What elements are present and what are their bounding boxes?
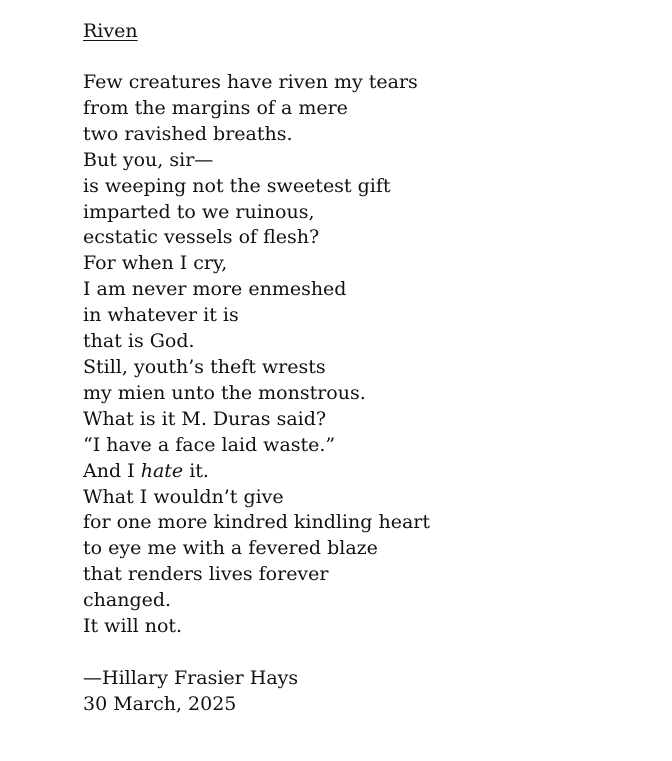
poem-line-hate [83,459,643,485]
poem-line: Few creatures have riven my tears [83,71,418,93]
hate-line-after: it. [183,459,209,482]
poem-line: for one more kindred kindling heart [83,511,431,534]
author-name: —Hillary Frasier Hays [83,666,299,689]
poem-line: in whatever it is [83,304,239,327]
hate-line-before: And I [83,459,141,482]
poem-line: that renders lives forever [83,563,329,586]
poem-date: 30 March, 2025 [83,692,237,715]
poem-line: “I have a face laid waste.” [83,433,336,456]
poem-line: from the margins of a mere [83,96,348,119]
poem-body [83,70,643,640]
poem-line: But you, sir— [83,148,214,171]
poem-line: ecstatic vessels of flesh? [83,226,320,249]
poem-line: two ravished breaths. [83,122,293,145]
poem-line: my mien unto the monstrous. [83,381,366,404]
poem-title: Riven [83,20,138,42]
poem-line: changed. [83,589,172,612]
poem-line: What I wouldn’t give [83,485,284,508]
poem-line: For when I cry, [83,252,228,275]
poem-line: Still, youth’s theft wrests [83,355,326,378]
hate-emphasis: hate [140,459,184,482]
poem-line: What is it M. Duras said? [83,407,327,430]
poem-line: to eye me with a fevered blaze [83,537,378,560]
poem-page [83,18,643,718]
poem-line: imparted to we ruinous, [83,200,315,223]
poem-line: It will not. [83,615,183,638]
signature-block [83,666,643,718]
poem-line: is weeping not the sweetest gift [83,174,391,197]
poem-line: that is God. [83,330,195,353]
poem-line: I am never more enmeshed [83,278,347,301]
